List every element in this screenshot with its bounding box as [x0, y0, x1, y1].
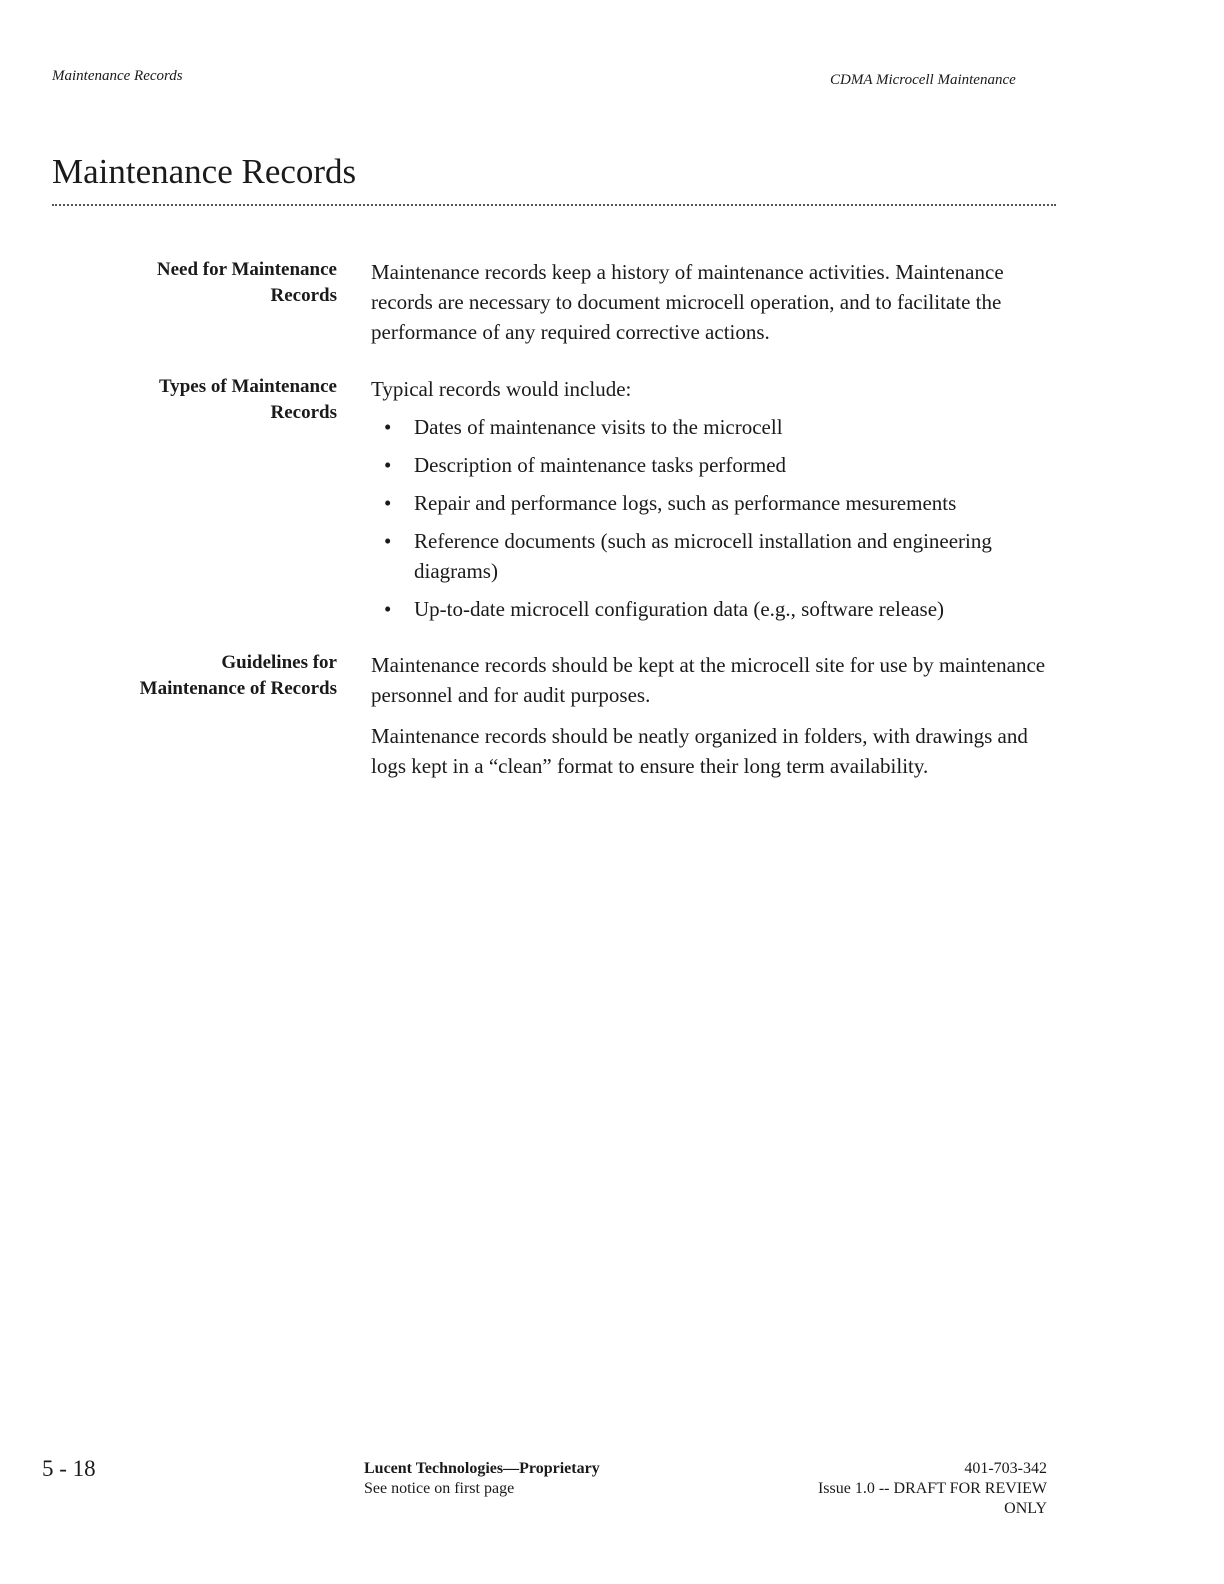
- bullet-icon: •: [384, 529, 392, 553]
- title-divider: [52, 204, 1056, 206]
- list-item-text: Reference documents (such as microcell installation and engineering diagrams): [414, 529, 992, 583]
- list-item: [371, 488, 1051, 518]
- section-heading-line: Guidelines for: [221, 652, 337, 673]
- body-paragraph: Maintenance records keep a history of maintenance activities. Maintenance records are necessary to document microcell operation, and to facilitate the performance of any required corrective actions.: [371, 260, 1004, 344]
- section-heading: [37, 650, 337, 702]
- footer-company: Lucent Technologies—Proprietary: [364, 1460, 600, 1477]
- bullet-icon: •: [384, 597, 392, 621]
- list-item: [371, 594, 1051, 624]
- footer-right: [727, 1459, 1047, 1519]
- list-item: [371, 526, 1051, 586]
- section-heading-line: Need for Maintenance: [156, 259, 337, 280]
- body-paragraph: Maintenance records should be kept at the microcell site for use by maintenance personnel and for audit purposes.: [371, 653, 1046, 707]
- list-item: [371, 412, 1051, 442]
- section-heading: [37, 374, 337, 426]
- list-item-text: Dates of maintenance visits to the microcell: [414, 415, 783, 439]
- section-heading-line: Records: [270, 402, 337, 423]
- section-heading: [37, 257, 337, 309]
- footer-doc-number: 401-703-342: [964, 1460, 1047, 1477]
- page-number: 5 - 18: [42, 1456, 96, 1481]
- bullet-list: [371, 412, 1051, 624]
- list-item-text: Description of maintenance tasks performed: [414, 453, 787, 477]
- footer-issue-cont: ONLY: [1004, 1500, 1047, 1517]
- section-heading-line: Records: [270, 285, 337, 306]
- footer-issue: Issue 1.0 -- DRAFT FOR REVIEW: [817, 1480, 1047, 1497]
- section-body: [371, 650, 1051, 781]
- bullet-icon: •: [384, 415, 392, 439]
- list-item: [371, 450, 1051, 480]
- section-body: [371, 257, 1051, 347]
- running-header-right: CDMA Microcell Maintenance: [830, 72, 1016, 88]
- bullet-intro: Typical records would include:: [371, 377, 632, 401]
- page-title: Maintenance Records: [52, 152, 357, 191]
- running-header-left: Maintenance Records: [52, 68, 183, 84]
- list-item-text: Repair and performance logs, such as performance mesurements: [414, 491, 957, 515]
- footer-notice: See notice on first page: [364, 1480, 515, 1497]
- bullet-icon: •: [384, 491, 392, 515]
- bullet-icon: •: [384, 453, 392, 477]
- footer-center: [364, 1459, 684, 1499]
- section-heading-line: Types of Maintenance: [158, 376, 337, 397]
- section-body: [371, 374, 1051, 632]
- list-item-text: Up-to-date microcell configuration data (e.g., software release): [414, 597, 945, 621]
- section-heading-line: Maintenance of Records: [139, 678, 337, 699]
- body-paragraph: Maintenance records should be neatly organized in folders, with drawings and logs kept in a “clean” format to ensure their long term availability.: [371, 724, 1028, 778]
